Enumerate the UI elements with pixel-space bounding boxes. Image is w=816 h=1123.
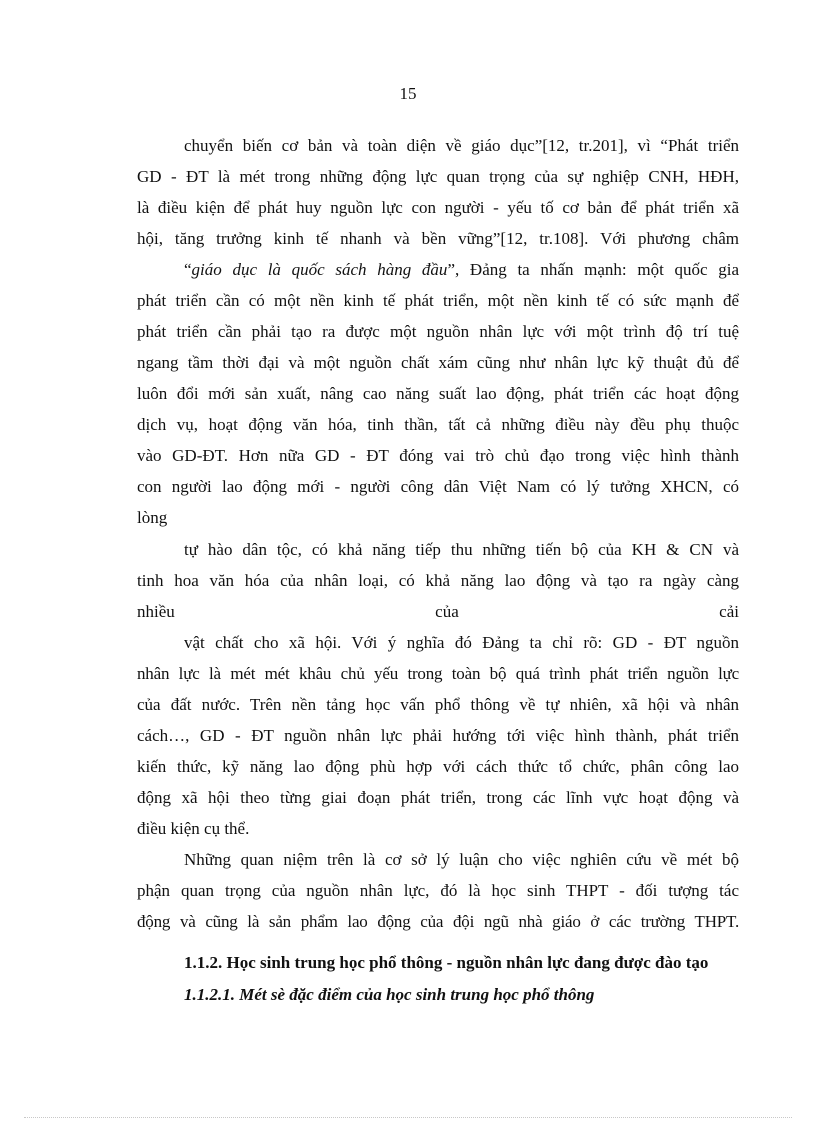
text-line: của đất nước. Trên nền tảng học vấn phổ thông về tự nhiên, xã hội và nhân (137, 695, 739, 714)
spread-text-line (137, 601, 739, 623)
word: của (435, 602, 459, 621)
text-line: GD - ĐT là mét trong những động lực quan trọng của sự nghiệp CNH, HĐH, (137, 167, 739, 186)
section-heading: 1.1.2. Học sinh trung học phổ thông - nguồn nhân lực đang được đào tạo (184, 953, 709, 972)
text-line: dịch vụ, hoạt động văn hóa, tinh thần, tất cả những điều này đều phụ thuộc (137, 415, 739, 434)
page-bottom-rule (24, 1117, 792, 1118)
text-line: tự hào dân tộc, có khả năng tiếp thu những tiến bộ của KH & CN và (184, 540, 739, 559)
quoted-phrase: giáo dục là quốc sách hàng đầu (191, 260, 448, 279)
text-line: là điều kiện để phát huy nguồn lực con người - yếu tố cơ bản để phát triển xã (137, 198, 739, 217)
word: nhiều (137, 602, 175, 621)
text-line: ngang tầm thời đại và một nguồn chất xám cũng như nhân lực kỹ thuật đủ để (137, 353, 739, 372)
text-line: con người lao động mới - người công dân Việt Nam có lý tưởng XHCN, có (137, 477, 739, 496)
text-rest: ”, Đảng ta nhấn mạnh: một quốc gia (447, 260, 740, 279)
text-line: lòng (137, 508, 168, 527)
text-line: phát triển cần phải tạo ra được một nguồn nhân lực với một trình độ trí tuệ (137, 322, 739, 341)
text-line: phận quan trọng của nguồn nhân lực, đó là học sinh THPT - đối tượng tác (137, 881, 739, 900)
text-line: điều kiện cụ thể. (137, 819, 250, 838)
text-line: luôn đổi mới sản xuất, nâng cao năng suất lao động, phát triển các hoạt động (137, 384, 739, 403)
text-line: vật chất cho xã hội. Với ý nghĩa đó Đảng ta chỉ rõ: GD - ĐT nguồn (184, 633, 739, 652)
text-line: tinh hoa văn hóa của nhân loại, có khả năng lao động và tạo ra ngày càng (137, 571, 739, 590)
word: cải (719, 602, 739, 621)
text-line: động xã hội theo từng giai đoạn phát triển, trong các lĩnh vực hoạt động và (137, 788, 739, 807)
text-line: vào GD-ĐT. Hơn nữa GD - ĐT đóng vai trò chủ đạo trong việc hình thành (137, 446, 739, 465)
text-line-with-quote (184, 259, 739, 281)
quote-open: “ (184, 260, 192, 279)
text-line: Những quan niệm trên là cơ sở lý luận cho việc nghiên cứu về mét bộ (184, 850, 739, 869)
subsection-heading: 1.1.2.1. Mét sè đặc điểm của học sinh trung học phổ thông (184, 985, 595, 1004)
text-line: phát triển cần có một nền kinh tế phát triển, một nền kinh tế có sức mạnh để (137, 291, 739, 310)
page-number: 15 (399, 84, 417, 103)
text-line: kiến thức, kỹ năng lao động phù hợp với cách thức tổ chức, phân công lao (137, 757, 739, 776)
text-line: chuyển biến cơ bản và toàn diện về giáo dục”[12, tr.201], vì “Phát triển (184, 136, 739, 155)
text-line: nhân lực là mét mét khâu chủ yếu trong toàn bộ quá trình phát triển nguồn lực (137, 664, 739, 683)
text-line: hội, tăng trưởng kinh tế nhanh và bền vững”[12, tr.108]. Với phương châm (137, 229, 739, 248)
text-line: động và cũng là sản phẩm lao động của đội ngũ nhà giáo ở các trường THPT. (137, 912, 739, 931)
text-line: cách…, GD - ĐT nguồn nhân lực phải hướng tới việc hình thành, phát triển (137, 726, 739, 745)
